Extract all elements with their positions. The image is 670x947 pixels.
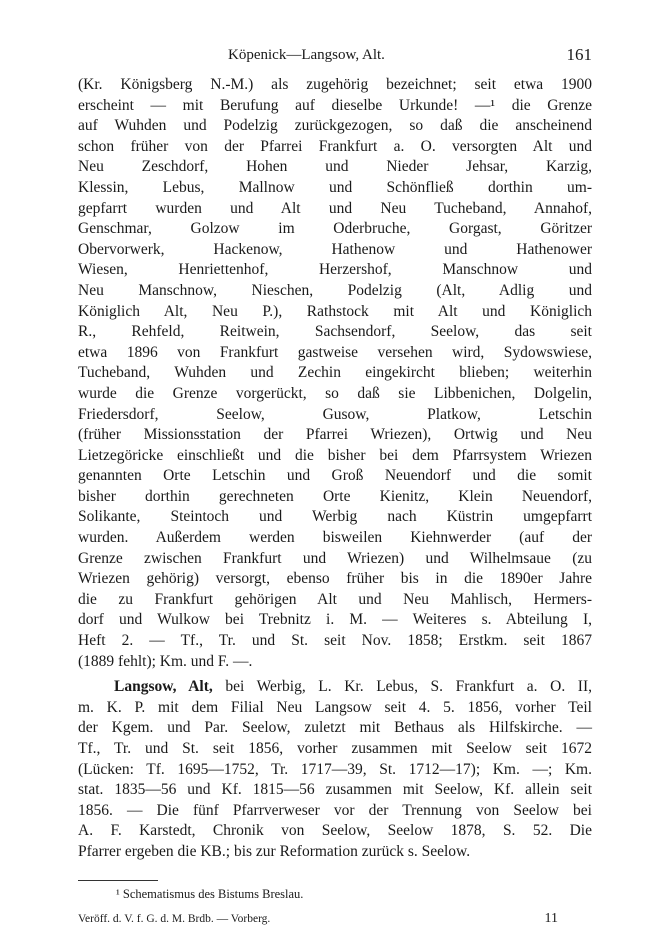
text-line: Grenze zwischen Frankfurt und Wriezen) und Wilhelmsaue (zu	[78, 549, 592, 567]
text-line: auf Wuhden und Podelzig zurückgezogen, so daß die anscheinend	[78, 117, 592, 135]
text-line: erscheint — mit Berufung auf dieselbe Urkunde! —¹ die Grenze	[78, 96, 592, 114]
text-line: Königlich Alt, Neu P.), Rathstock mit Alt und Königlich	[78, 302, 592, 320]
text-line: m. K. P. mit dem Filial Neu Langsow seit 4. 5. 1856, vorher Teil	[78, 698, 592, 716]
text-line: R., Rehfeld, Reitwein, Sachsendorf, Seelow, das seit	[78, 323, 592, 341]
text-line: Heft 2. — Tf., Tr. und St. seit Nov. 1858; Erstkm. seit 1867	[78, 632, 592, 650]
text-line: wurden. Außerdem werden bisweilen Kiehnwerder (auf der	[78, 529, 592, 547]
entry-heading: Langsow, Alt,	[114, 678, 213, 696]
text-line: Obervorwerk, Hackenow, Hathenow und Hathenower	[78, 240, 592, 258]
running-header	[78, 47, 592, 69]
footnote-rule	[78, 880, 158, 881]
imprint: Veröff. d. V. f. G. d. M. Brdb. — Vorberg.	[78, 913, 271, 925]
text-line: Friedersdorf, Seelow, Gusow, Platkow, Letschin	[78, 405, 592, 423]
text-line: gepfarrt wurden und Alt und Neu Tucheband, Annahof,	[78, 199, 592, 217]
text-line: schon früher von der Pfarrei Frankfurt a. O. versorgten Alt und	[78, 137, 592, 155]
text-line: Klessin, Lebus, Mallnow und Schönfließ dorthin um-	[78, 178, 592, 196]
text-line: Tf., Tr. und St. seit 1856, vorher zusammen mit Seelow seit 1672	[78, 740, 592, 757]
text-line: die zu Frankfurt gehörigen Alt und Neu Mahlisch, Hermers-	[78, 590, 592, 608]
paragraph-1	[78, 75, 592, 672]
text-line: dorf und Wulkow bei Trebnitz i. M. — Weiteres s. Abteilung I,	[78, 611, 592, 629]
text-line: Tucheband, Wuhden und Zechin eingekircht blieben; weiterhin	[78, 364, 592, 382]
text-line: genannten Orte Letschin und Groß Neuendorf und die somit	[78, 467, 592, 485]
running-title: Köpenick—Langsow, Alt.	[228, 47, 385, 63]
text-line	[78, 677, 592, 698]
text-line: Neu Manschnow, Nieschen, Podelzig (Alt, Adlig und	[78, 281, 592, 299]
page-footer	[78, 912, 558, 927]
signature-mark: 11	[544, 911, 558, 926]
main-text	[78, 75, 592, 863]
footnote: ¹ Schematismus des Bistums Breslau.	[116, 887, 304, 901]
text-line: wurde die Grenze vorgerückt, so daß sie Libbenichen, Dolgelin,	[78, 384, 592, 402]
text-line: der Kgem. und Par. Seelow, zuletzt mit Bethaus als Hilfskirche. —	[78, 719, 592, 737]
text-line: (Lücken: Tf. 1695—1752, Tr. 1717—39, St. 1712—17); Km. —; Km.	[78, 760, 592, 778]
text-line-rest: bei Werbig, L. Kr. Lebus, S. Frankfurt a. O. II,	[225, 678, 592, 696]
text-line: stat. 1835—56 und Kf. 1815—56 zusammen mit Seelow, Kf. allein seit	[78, 781, 592, 799]
paragraph-2	[78, 677, 592, 862]
text-line: bisher dorthin gerechneten Orte Kienitz, Klein Neuendorf,	[78, 487, 592, 505]
text-line: (1889 fehlt); Km. und F. —.	[78, 652, 253, 670]
text-line: (früher Missionsstation der Pfarrei Wriezen), Ortwig und Neu	[78, 426, 592, 444]
text-line: etwa 1896 von Frankfurt gastweise versehen wird, Sydowswiese,	[78, 343, 592, 361]
text-line: Lietzegöricke einschließt und die bisher bei dem Pfarrsystem Wriezen	[78, 446, 592, 464]
text-line: Wriezen gehörig) versorgt, ebenso früher bis in die 1890er Jahre	[78, 570, 592, 588]
paragraph-2-lines	[78, 698, 592, 863]
text-line: A. F. Karstedt, Chronik von Seelow, Seelow 1878, S. 52. Die	[78, 822, 592, 840]
text-line: Neu Zeschdorf, Hohen und Nieder Jehsar, Karzig,	[78, 158, 592, 176]
text-line: 1856. — Die fünf Pfarrverweser vor der Trennung von Seelow bei	[78, 801, 592, 819]
text-line: (Kr. Königsberg N.-M.) als zugehörig bezeichnet; seit etwa 1900	[78, 76, 592, 93]
text-line: Wiesen, Henriettenhof, Herzershof, Manschnow und	[78, 261, 592, 279]
page-number: 161	[566, 45, 592, 64]
text-line: Genschmar, Golzow im Oderbruche, Gorgast, Göritzer	[78, 220, 592, 238]
text-line: Pfarrer ergeben die KB.; bis zur Reformation zurück s. Seelow.	[78, 842, 471, 860]
text-line: Solikante, Steintoch und Werbig nach Küstrin umgepfarrt	[78, 508, 592, 526]
